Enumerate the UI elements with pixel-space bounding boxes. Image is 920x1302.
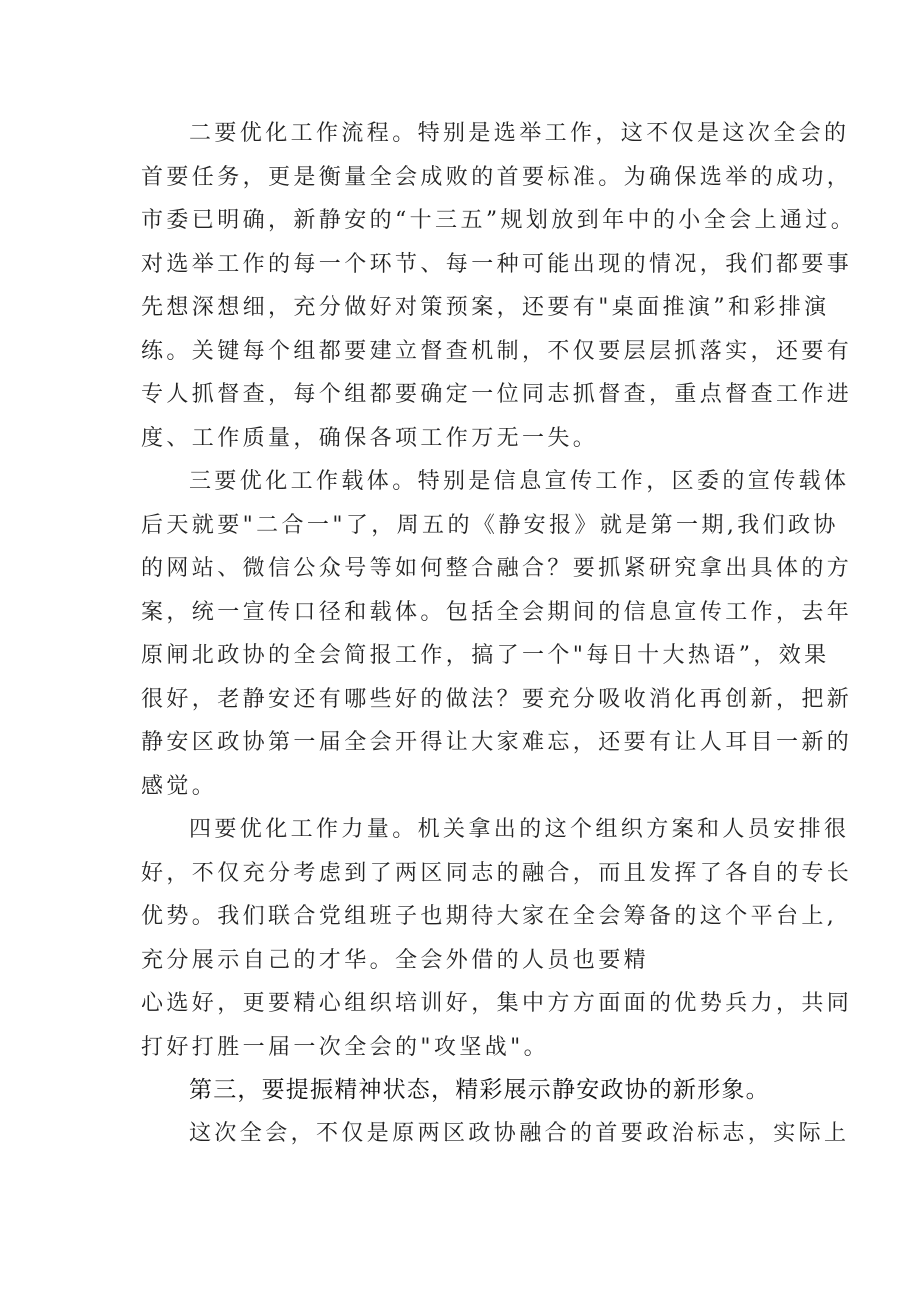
section-heading-third: 第三，要提振精神状态，精彩展示静安政协的新形象。 — [189, 1077, 770, 1103]
paragraph-2-line-5: 先想深想细，充分做好对策预案，还要有"桌面推演”和彩排演 — [141, 295, 830, 320]
paragraph-3-line-2: 后天就要"二合一"了，周五的《静安报》就是第一期,我们政协 — [141, 513, 839, 538]
paragraph-3-line-6: 很好，老静安还有哪些好的做法？要充分吸收消化再创新，把新 — [141, 687, 853, 712]
paragraph-5-line-1: 这次全会，不仅是原两区政协融合的首要政治标志，实际上 — [189, 1121, 850, 1146]
paragraph-3-line-1: 三要优化工作载体。特别是信息宣传工作，区委的宣传载体 — [189, 469, 850, 494]
paragraph-3-line-8: 感觉。 — [141, 774, 218, 799]
paragraph-2-line-3: 市委已明确，新静安的“十三五”规划放到年中的小全会上通过。 — [141, 208, 857, 233]
paragraph-2-line-8: 度、工作质量，确保各项工作万无一失。 — [141, 426, 599, 451]
paragraph-2-line-2: 首要任务，更是衡量全会成败的首要标准。为确保选举的成功， — [141, 165, 853, 190]
paragraph-2-line-6: 练。关键每个组都要建立督查机制，不仅要层层抓落实，还要有 — [141, 339, 853, 364]
paragraph-3-line-7: 静安区政协第一届全会开得让大家难忘，还要有让人耳目一新的 — [141, 730, 853, 755]
paragraph-4-line-2: 好，不仅充分考虑到了两区同志的融合，而且发挥了各自的专长 — [141, 861, 853, 886]
paragraph-2-line-1: 二要优化工作流程。特别是选举工作，这不仅是这次全会的 — [189, 121, 850, 146]
paragraph-4-line-6: 打好打胜一届一次全会的"攻坚战"。 — [141, 1035, 550, 1060]
paragraph-2-line-4: 对选举工作的每一个环节、每一种可能出现的情况，我们都要事 — [141, 252, 853, 277]
paragraph-4-line-5: 心选好，更要精心组织培训好，集中方方面面的优势兵力，共同 — [141, 991, 853, 1016]
paragraph-4-line-3: 优势。我们联合党组班子也期待大家在全会筹备的这个平台上, — [141, 904, 838, 929]
paragraph-4-line-1: 四要优化工作力量。机关拿出的这个组织方案和人员安排很 — [189, 817, 850, 842]
paragraph-2-line-7: 专人抓督查，每个组都要确定一位同志抓督查，重点督查工作进 — [141, 382, 853, 407]
paragraph-3-line-5: 原闸北政协的全会简报工作，搞了一个"每日十大热语”，效果 — [141, 643, 830, 668]
paragraph-3-line-4: 案，统一宣传口径和载体。包括全会期间的信息宣传工作，去年 — [141, 600, 853, 625]
paragraph-3-line-3: 的网站、微信公众号等如何整合融合？要抓紧研究拿出具体的方 — [141, 556, 853, 581]
paragraph-4-line-4: 充分展示自己的才华。全会外借的人员也要精 — [141, 948, 650, 973]
